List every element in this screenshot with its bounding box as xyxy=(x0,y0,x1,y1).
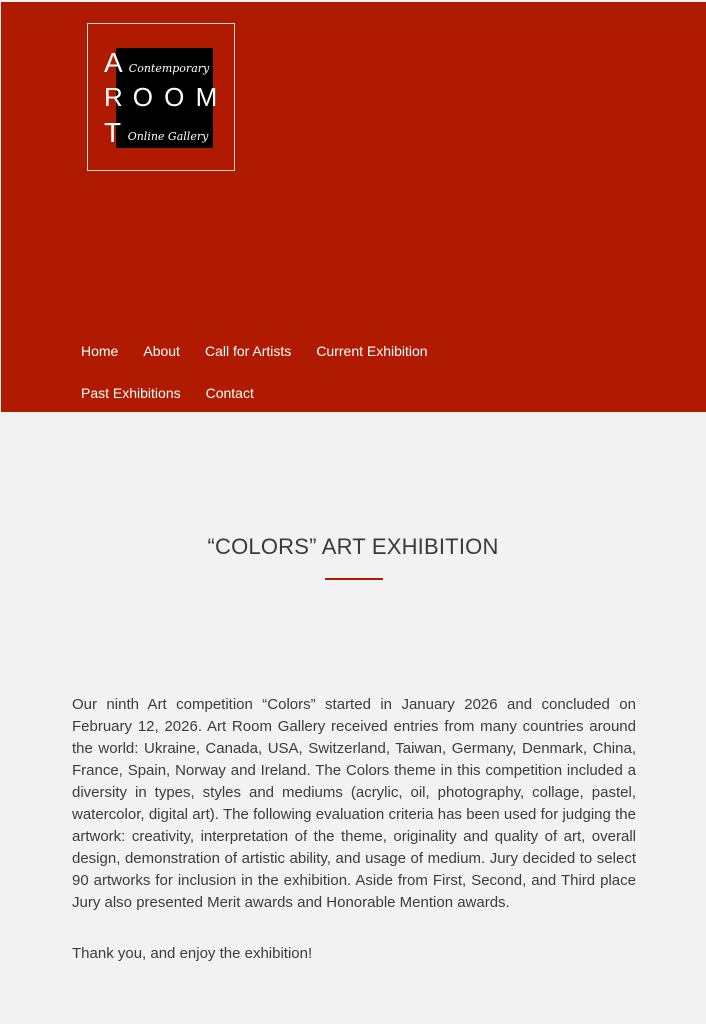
logo-top-text: Contemporary xyxy=(128,62,210,75)
nav-row-2 xyxy=(81,372,461,414)
page-title: “COLORS” ART EXHIBITION xyxy=(207,534,499,559)
nav-past-exhibitions[interactable]: Past Exhibitions xyxy=(81,385,181,401)
logo-letter-r: R xyxy=(104,82,123,112)
nav-home[interactable]: Home xyxy=(81,343,119,359)
title-underline xyxy=(325,578,383,580)
site-header xyxy=(1,2,706,412)
nav-about[interactable]: About xyxy=(143,343,180,359)
logo-graphic xyxy=(88,24,234,170)
nav-call-for-artists[interactable]: Call for Artists xyxy=(204,343,292,359)
nav-row-1 xyxy=(81,330,461,372)
logo-room-text: O O M xyxy=(132,82,220,112)
logo-letter-t: T xyxy=(104,117,122,148)
nav-current-exhibition[interactable]: Current Exhibition xyxy=(316,343,428,359)
logo-letter-a: A xyxy=(104,47,123,78)
site-logo[interactable] xyxy=(87,23,235,171)
logo-bottom-text: Online Gallery xyxy=(127,130,209,143)
closing-text: Thank you, and enjoy the exhibition! xyxy=(72,945,313,962)
exhibition-description: Our ninth Art competition “Colors” started in January 2026 and concluded on February 12, 2026. Art Room Gallery received entries from many countries around the world: Ukraine, Canada, USA, Switzerland, Taiwan, Germany, Denmark, China, France, Spain, Norway and Ireland. The Colors theme in this competition included a diversity in types, styles and mediums (acrylic, oil, photography, collage, pastel, watercolor, digital art). The following evaluation criteria has been used for judging the artwork: creativity, interpretation of the theme, originality and quality of art, overall design, demonstration of artistic ability, and usage of medium. Jury decided to select 90 artworks for inclusion in the exhibition. Aside from First, Second, and Third place Jury also presented Merit awards and Honorable Mention awards. xyxy=(72,696,636,911)
main-nav xyxy=(81,330,461,414)
nav-contact[interactable]: Contact xyxy=(205,385,254,401)
